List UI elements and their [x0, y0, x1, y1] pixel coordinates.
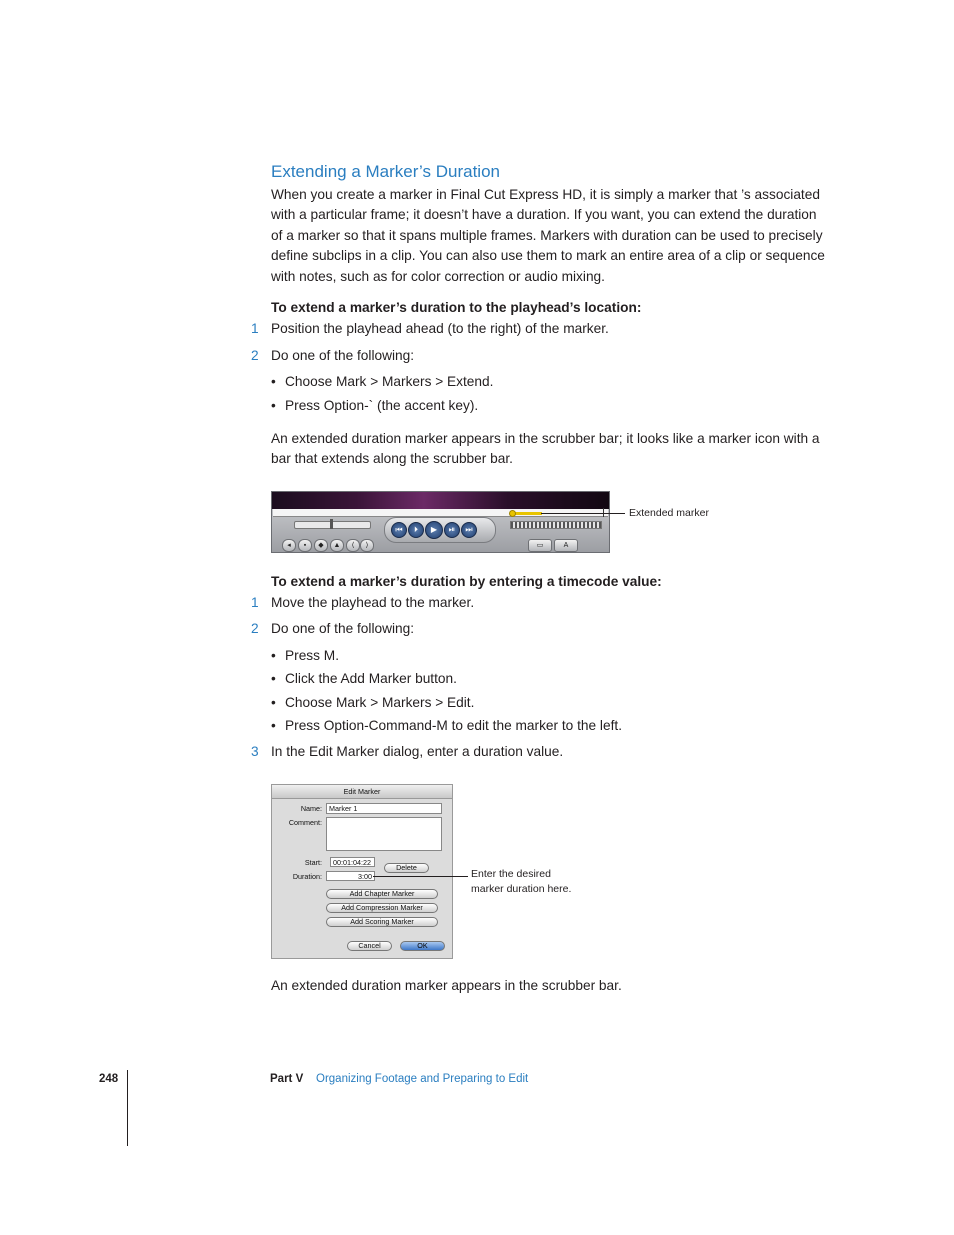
footer-divider [127, 1070, 128, 1146]
mark-clip-icon: ▪ [298, 539, 312, 552]
delete-button[interactable]: Delete [384, 863, 429, 873]
duration-field[interactable]: 3:00 [326, 871, 375, 881]
bullet-text: Choose Mark > Markers > Extend. [285, 374, 494, 389]
bullet-text: Click the Add Marker button. [285, 671, 457, 686]
procedure2-step3-number: 3 [251, 744, 259, 759]
generator-icon: A [554, 539, 578, 552]
duration-callout-line1: Enter the desired [471, 868, 551, 880]
playhead-sync-icon: ▭ [528, 539, 552, 552]
callout-leader-line [373, 876, 468, 877]
procedure2-step2-text: Do one of the following: [271, 621, 415, 636]
comment-field[interactable] [326, 817, 442, 851]
match-frame-icon: ◂ [282, 539, 296, 552]
procedure2-title: To extend a marker’s duration by entering a timecode value: [271, 574, 662, 589]
name-field[interactable]: Marker 1 [326, 803, 442, 814]
scrubber-bar-figure [271, 491, 610, 553]
footer-title: Organizing Footage and Preparing to Edit [316, 1073, 529, 1085]
marker-icon [509, 510, 516, 517]
procedure2-step1-number: 1 [251, 595, 259, 610]
procedure2-bullet: • Click the Add Marker button. [271, 671, 457, 686]
name-label: Name: [300, 804, 322, 813]
bullet-text: Press Option-` (the accent key). [285, 398, 479, 413]
jog-control [510, 521, 602, 529]
procedure1-step2-number: 2 [251, 348, 259, 363]
callout-leader-line [541, 513, 625, 514]
procedure1-title: To extend a marker’s duration to the playhead’s location: [271, 300, 642, 315]
transport-controls [384, 517, 496, 543]
add-marker-icon: ▲ [330, 539, 344, 552]
mark-in-icon: ⟨ [346, 539, 360, 552]
duration-callout-line2: marker duration here. [471, 883, 572, 895]
procedure2-step3-text: In the Edit Marker dialog, enter a duration value. [271, 744, 564, 759]
duration-label: Duration: [292, 872, 322, 881]
next-edit-icon: ⏭ [461, 522, 477, 538]
procedure1-bullet: • Choose Mark > Markers > Extend. [271, 374, 494, 389]
footer-part: Part V [270, 1073, 304, 1085]
bullet-text: Choose Mark > Markers > Edit. [285, 695, 475, 710]
play-around-icon: ⏯ [444, 522, 460, 538]
procedure1-step2-text: Do one of the following: [271, 348, 415, 363]
extended-marker-bar [512, 512, 542, 515]
video-frame [272, 492, 609, 509]
play-icon: ▶ [425, 521, 443, 539]
procedure2-bullet: • Choose Mark > Markers > Edit. [271, 695, 475, 710]
procedure1-step1-number: 1 [251, 321, 259, 336]
cancel-button[interactable]: Cancel [347, 941, 392, 951]
mark-out-icon: ⟩ [360, 539, 374, 552]
bullet-text: Press M. [285, 648, 339, 663]
edit-marker-dialog [271, 784, 453, 959]
prev-edit-icon: ⏮ [391, 522, 407, 538]
comment-label: Comment: [288, 818, 322, 827]
play-in-out-icon: ⏵ [408, 522, 424, 538]
procedure1-result: An extended duration marker appears in the scrubber bar; it looks like a marker icon with a bar that extends along the scrubber bar. [271, 431, 820, 467]
shuttle-knob [330, 519, 333, 529]
start-label: Start: [304, 858, 322, 867]
add-compression-marker-button[interactable]: Add Compression Marker [326, 903, 438, 913]
procedure1-step1-text: Position the playhead ahead (to the right) of the marker. [271, 321, 609, 336]
start-field[interactable]: 00:01:04:22 [330, 857, 375, 867]
procedure1-bullet: • Press Option-` (the accent key). [271, 398, 479, 413]
add-chapter-marker-button[interactable]: Add Chapter Marker [326, 889, 438, 899]
procedure2-step1-text: Move the playhead to the marker. [271, 595, 475, 610]
page-number: 248 [99, 1073, 119, 1085]
extended-marker-callout: Extended marker [629, 507, 709, 519]
dialog-title: Edit Marker [272, 785, 452, 799]
procedure2-bullet: • Press M. [271, 648, 339, 663]
ok-button[interactable]: OK [400, 941, 445, 951]
procedure2-result: An extended duration marker appears in the scrubber bar. [271, 978, 622, 993]
intro-paragraph: When you create a marker in Final Cut Express HD, it is simply a marker that ’s associated with a particular frame; it doesn’t have a duration. If you want, you can extend the duration of a marker so that it spans multiple frames. Markers with duration can be used to precisely define subclips in a clip. You can also use them to mark an entire area of a clip or sequence with notes, such as for color correction or audio mixing. [271, 187, 825, 284]
procedure2-bullet: • Press Option-Command-M to edit the marker to the left. [271, 718, 622, 733]
section-heading: Extending a Marker’s Duration [271, 162, 500, 181]
bullet-text: Press Option-Command-M to edit the marker to the left. [285, 718, 622, 733]
add-keyframe-icon: ◆ [314, 539, 328, 552]
procedure2-step2-number: 2 [251, 621, 259, 636]
add-scoring-marker-button[interactable]: Add Scoring Marker [326, 917, 438, 927]
